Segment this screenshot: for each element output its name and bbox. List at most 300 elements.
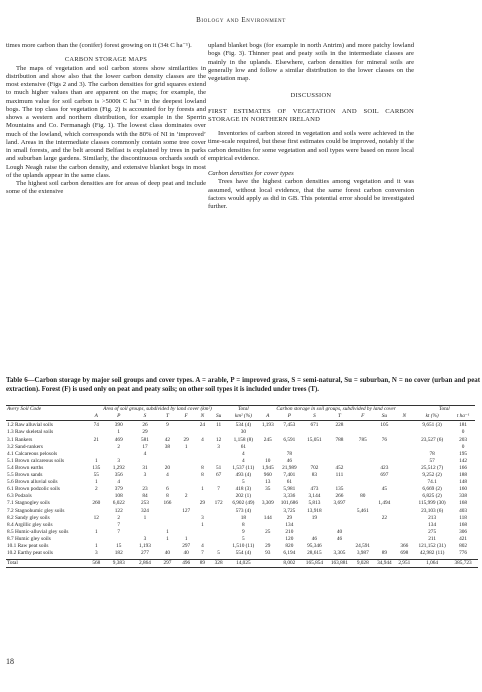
table-cell: 40 <box>336 528 343 535</box>
table-cell <box>259 522 277 529</box>
subheader-cell: Su <box>209 413 228 421</box>
table-cell <box>196 529 210 536</box>
table-cell: 121,152 (31) <box>418 542 446 549</box>
table-cell: 554 (4) <box>235 550 252 557</box>
table-cell <box>352 458 374 465</box>
table-cell: 30 <box>240 429 246 436</box>
table-row <box>6 543 478 550</box>
table-cell: 105 <box>380 422 389 429</box>
table-cell: 788 <box>335 436 344 443</box>
table-cell: 13 <box>265 479 271 486</box>
table-cell: 6,669 (2) <box>422 486 442 493</box>
table-cell <box>395 429 413 436</box>
soil-name-cell: 10.2 Earthy peat soils <box>7 550 53 557</box>
table-cell <box>395 451 413 458</box>
table-cell: 702 <box>310 464 319 471</box>
table-cell <box>209 458 228 465</box>
table-cell: 120 <box>285 535 294 542</box>
table-cell: 1 <box>166 528 169 535</box>
right-paragraph-2: Inventories of carbon stored in vegetation and soils were achieved in the time-scale required, but these first estimates could be improved, notably if the carbon densities for some vegetation and soil types were based on more local empirical evidence. <box>208 130 414 162</box>
table-cell: 182 <box>114 550 123 557</box>
table-cell: 423 <box>380 464 389 471</box>
table-cell: 181 <box>459 422 468 429</box>
soil-name-cell: 8.5 Humic-alluvial gley soils <box>7 528 69 535</box>
table-cell <box>177 472 196 479</box>
page-number: 18 <box>6 657 14 666</box>
table-cell: 35 <box>265 486 271 493</box>
table-row <box>6 536 478 543</box>
total-cell: 385,723 <box>451 559 475 567</box>
table-cell: 108 <box>114 493 123 500</box>
soil-name-cell: 5.1 Brown calcareous soils <box>7 457 65 464</box>
table-cell <box>177 451 196 458</box>
table-cell: 8 <box>201 472 204 479</box>
table-cell: 18 <box>240 514 246 521</box>
table-cell <box>132 458 158 465</box>
table-cell: 40 <box>164 550 171 557</box>
table-cell <box>327 429 352 436</box>
table-cell: 2 <box>117 443 121 450</box>
table-cell: 960 <box>263 472 272 479</box>
table-cell: 40 <box>183 550 189 557</box>
table-cell: 19 <box>311 514 318 521</box>
table-cell <box>209 429 228 436</box>
soil-name-cell: 1.2 Raw alluvial soils <box>7 422 53 429</box>
table-cell: 1,537 (11) <box>232 464 255 471</box>
table-subheader-row <box>6 413 478 421</box>
table-cell: 23 <box>142 486 148 493</box>
header-total-2: Total <box>413 406 475 413</box>
table-cell: 403 <box>459 507 468 514</box>
table-cell: 1,193 <box>139 542 151 549</box>
table-cell: 5,813 <box>308 500 321 507</box>
total-cell: 496 <box>177 559 196 567</box>
table-cell: 1 <box>117 429 121 436</box>
table-cell: 260 <box>92 500 101 507</box>
table-cell: 698 <box>400 550 409 557</box>
table-cell <box>352 429 374 436</box>
soil-name-cell: 3.1 Rankers <box>7 436 33 443</box>
table-cell: 3 <box>143 472 147 479</box>
total-cell: 8,002 <box>277 559 302 567</box>
table-cell: 12 <box>93 514 99 521</box>
table-cell: 1 <box>184 443 188 450</box>
table-cell: 10 <box>265 457 271 464</box>
subheader-cell: km² (%) <box>228 413 259 421</box>
table-cell: 5 <box>242 535 245 542</box>
table-caption: Table 6—Carbon storage by major soil groups and cover types. A = arable, P = improved grass, S = semi-natural, Su = suburban, N = no cover (urban and peat extraction). Forest (F) is used only on peat and peaty soils; on other soil types it is included under trees (T). <box>6 377 480 393</box>
table-cell: 29 <box>142 429 148 436</box>
table-cell: 61 <box>286 479 293 486</box>
table-cell <box>374 522 396 529</box>
soil-name-cell: 4.1 Calcareous pelosols <box>7 450 58 457</box>
soil-name-cell: 8.2 Sandy gley soils <box>7 514 50 521</box>
table-cell <box>158 479 177 486</box>
table-cell: 306 <box>459 528 468 535</box>
table-cell: 3,305 <box>333 550 346 557</box>
table-cell: 266 <box>335 493 344 500</box>
subheader-cell: A <box>87 413 106 421</box>
table-cell: 168 <box>459 500 468 507</box>
table-cell: 1,158 (8) <box>233 436 254 443</box>
table-cell <box>177 500 196 507</box>
table-cell <box>106 536 132 543</box>
table-cell: 6 <box>166 486 169 493</box>
table-cell <box>374 493 396 500</box>
table-cell <box>374 458 396 465</box>
table-cell <box>196 444 210 451</box>
table-cell: 8 <box>166 493 169 500</box>
table-cell <box>395 508 413 515</box>
table-cell: 245 <box>263 436 272 443</box>
subheader-cell: kt (%) <box>413 413 450 421</box>
table-cell: 3 <box>94 550 98 557</box>
table-row <box>6 500 478 507</box>
table-cell <box>352 515 374 522</box>
table-cell <box>395 493 413 500</box>
table-cell <box>395 536 413 543</box>
table-cell <box>327 458 352 465</box>
left-paragraph-1: times more carbon than the (conifer) forest growing on it (34t C ha⁻¹). <box>6 42 192 49</box>
table-cell <box>209 515 228 522</box>
table-cell: 89 <box>381 550 388 557</box>
table-cell: 78 <box>286 450 293 457</box>
table-cell <box>277 444 302 451</box>
table-cell: 1 <box>94 528 98 535</box>
table-cell <box>395 515 413 522</box>
table-cell: 101,686 <box>280 500 298 507</box>
table-cell <box>327 444 352 451</box>
table-cell: 9,651 (3) <box>422 422 442 429</box>
table-cell <box>158 522 177 529</box>
table-group-header-row <box>6 406 478 413</box>
table-cell: 25 <box>265 528 271 535</box>
soil-name-cell: 7.1 Stagnogley soils <box>7 500 50 507</box>
table-cell <box>302 451 327 458</box>
table-cell <box>395 437 413 444</box>
table-cell <box>374 536 396 543</box>
table-cell: 1 <box>201 521 204 528</box>
total-cell: 165,854 <box>302 559 327 567</box>
table-cell <box>196 451 210 458</box>
table-cell: 115,999 (30) <box>418 500 446 507</box>
table-cell: 9 <box>166 422 169 429</box>
table-cell: 1 <box>143 514 147 521</box>
table-cell <box>352 451 374 458</box>
table-cell: 6,022 <box>112 500 125 507</box>
right-paragraph-1: upland blanket bogs (for example in north Antrim) and more patchy lowland bogs (Fig. 3). Thinner peat and peaty soils in the intermediate classes are mainly in the uplands. Elsewhere, carbon densities for mineral soils are generally low and follow a similar distribution to the lower classes on the vegetation map. <box>208 42 414 82</box>
table-cell: 573 (4) <box>235 507 252 514</box>
total-cell: 2,951 <box>395 559 413 567</box>
table-cell: 7 <box>117 528 121 535</box>
table-cell <box>374 543 396 550</box>
table-cell <box>196 536 210 543</box>
left-paragraph-3: The highest soil carbon densities are for areas of deep peat and include some of the extensive <box>6 180 206 196</box>
table-cell <box>302 429 327 436</box>
table-cell: 9,252 (2) <box>422 472 442 479</box>
table-cell <box>177 465 196 472</box>
total-cell: 34,944 <box>374 559 396 567</box>
table-cell <box>413 444 450 451</box>
table-cell: 418 (3) <box>235 486 252 493</box>
table-cell <box>352 500 374 507</box>
subheader-cell: Su <box>374 413 396 421</box>
table-cell: 210 <box>285 528 294 535</box>
table-cell <box>352 479 374 486</box>
table-cell: 7 <box>217 486 220 493</box>
table-cell <box>106 451 132 458</box>
table-row <box>6 422 478 429</box>
table-cell: 4 <box>143 450 147 457</box>
table-cell <box>352 536 374 543</box>
table-cell: 390 <box>114 422 123 429</box>
table-cell: 135 <box>335 486 344 493</box>
table-cell <box>177 515 196 522</box>
table-cell: 42,982 (11) <box>419 550 445 557</box>
table-cell <box>327 479 352 486</box>
table-cell: 7,401 <box>283 472 296 479</box>
table-cell: 74.1 <box>427 479 437 486</box>
table-cell: 4 <box>242 457 245 464</box>
soil-name-cell: 5.5 Brown sands <box>7 472 43 479</box>
total-cell: 14,025 <box>228 559 259 567</box>
subheader-cell: T <box>327 413 352 421</box>
soil-name-cell: 7.2 Stagnohumic gley soils <box>7 507 65 514</box>
table-cell <box>374 508 396 515</box>
table-cell <box>352 472 374 479</box>
table-cell: 74 <box>93 422 99 429</box>
table-cell <box>395 422 413 429</box>
table-cell: 15 <box>116 542 122 549</box>
table-cell: 1 <box>184 535 188 542</box>
header-carbon: Carbon storage in soil groups, subdivided by land cover <box>259 406 414 413</box>
table-cell: 473 <box>310 486 319 493</box>
table-cell <box>132 529 158 536</box>
table-cell <box>302 479 327 486</box>
table-cell: 1,945 <box>261 464 274 471</box>
table-cell: 111 <box>335 472 344 479</box>
table-cell <box>158 543 177 550</box>
subsection-heading-first-estimates: FIRST ESTIMATES OF VEGETATION AND SOIL CARBON STORAGE IN NORTHERN IRELAND <box>208 107 414 123</box>
table-cell: 26 <box>142 422 148 429</box>
total-cell: 9,028 <box>352 559 374 567</box>
table-cell: 0 <box>461 429 465 436</box>
subheader-cell: F <box>177 413 196 421</box>
table-cell: 5,981 <box>283 486 296 493</box>
table-cell: 1,494 <box>378 500 391 507</box>
table-row <box>6 550 478 557</box>
header-total: Total <box>228 406 259 413</box>
table-cell <box>327 508 352 515</box>
table-cell: 29 <box>199 500 206 507</box>
table-cell <box>196 458 210 465</box>
table-cell: 7 <box>117 521 121 528</box>
table-cell: 134 <box>285 521 294 528</box>
table-cell: 118 <box>459 514 467 521</box>
table-cell: 356 <box>114 472 123 479</box>
table-cell: 802 <box>459 542 468 549</box>
table-cell: 55 <box>93 472 99 479</box>
table-cell: 29 <box>286 514 293 521</box>
table-cell: 22 <box>381 514 388 521</box>
table-cell: 78 <box>429 450 435 457</box>
table-cell <box>327 515 352 522</box>
table-cell <box>196 508 210 515</box>
table-cell <box>374 429 396 436</box>
table-row <box>6 515 478 522</box>
table-cell: 1 <box>201 486 204 493</box>
table-cell <box>259 493 277 500</box>
table-cell <box>352 486 374 493</box>
table-cell <box>177 429 196 436</box>
table-cell: 38 <box>164 443 171 450</box>
total-cell: 568 <box>87 559 106 567</box>
table-row <box>6 437 478 444</box>
table-cell: 1 <box>94 542 98 549</box>
total-cell: 9,383 <box>106 559 132 567</box>
table-cell <box>87 429 106 436</box>
table-row <box>6 508 478 515</box>
table-cell: 1 <box>94 457 98 464</box>
table-cell <box>352 522 374 529</box>
table-cell: 142 <box>459 457 468 464</box>
table-cell: 3 <box>117 457 121 464</box>
table-cell <box>209 493 228 500</box>
table-cell <box>196 479 210 486</box>
table-cell <box>374 529 396 536</box>
table-cell: 421 <box>459 535 468 542</box>
table-cell: 25,512 (7) <box>421 464 444 471</box>
table-cell: 93 <box>265 550 271 557</box>
table-body <box>6 422 478 557</box>
table-cell <box>352 444 374 451</box>
table-cell: 3 <box>201 514 204 521</box>
subheader-cell: P <box>106 413 132 421</box>
table-cell: 42 <box>164 436 171 443</box>
table-cell: 20 <box>164 464 171 471</box>
table-cell <box>177 479 196 486</box>
table-cell: 80 <box>360 493 366 500</box>
table-cell: 8 <box>242 521 245 528</box>
table-cell: 95,346 <box>307 542 322 549</box>
table-cell <box>413 429 450 436</box>
table-cell: 277 <box>140 550 149 557</box>
table-row <box>6 522 478 529</box>
table-cell <box>259 508 277 515</box>
total-cell <box>475 559 478 567</box>
table-cell: 3,144 <box>308 493 321 500</box>
table-cell <box>259 444 277 451</box>
table-cell: 697 <box>380 472 389 479</box>
table-cell: 4 <box>166 472 169 479</box>
table-cell: 202 (1) <box>235 493 252 500</box>
soil-carbon-table <box>6 405 478 568</box>
table-cell: 324 <box>140 507 149 514</box>
subheader-cell: T <box>158 413 177 421</box>
table-cell: 213 <box>428 514 437 521</box>
table-cell: 29 <box>265 542 271 549</box>
table-cell <box>158 458 177 465</box>
table-cell: 493 (4) <box>235 472 252 479</box>
table-cell: 1,193 <box>261 422 274 429</box>
table-cell: 13,918 <box>307 507 322 514</box>
total-cell: 297 <box>158 559 177 567</box>
table-cell <box>209 451 228 458</box>
total-cell <box>259 559 277 567</box>
table-cell <box>209 508 228 515</box>
table-cell <box>395 444 413 451</box>
table-cell: 166 <box>459 464 468 471</box>
table-cell: 21,989 <box>282 464 297 471</box>
soil-name-cell: 6.1 Brown podzolic soils <box>7 486 60 493</box>
table-cell: 51 <box>215 464 222 471</box>
table-cell: 61 <box>240 443 246 450</box>
table-cell: 820 <box>285 542 294 549</box>
table-cell <box>327 451 352 458</box>
table-cell: 275 <box>428 528 437 535</box>
table-cell: 46 <box>286 457 293 464</box>
table-total-row <box>6 559 478 567</box>
running-head: Biology and Environment <box>196 16 286 24</box>
table-cell: 4 <box>201 542 204 549</box>
table-cell: 127 <box>182 507 191 514</box>
table-cell: 6,194 <box>283 550 296 557</box>
section-heading-carbon-maps: CARBON STORAGE MAPS <box>64 56 148 64</box>
table-cell: 17 <box>142 443 148 450</box>
table-cell: 134 <box>428 521 437 528</box>
total-cell: 89 <box>196 559 210 567</box>
table-cell <box>302 458 327 465</box>
table-cell: 1 <box>94 479 98 486</box>
table-cell <box>395 522 413 529</box>
table-cell: 7,453 <box>283 422 296 429</box>
table-cell: 581 <box>140 436 149 443</box>
table-cell: 11 <box>216 422 222 429</box>
table-cell <box>395 472 413 479</box>
table-cell <box>177 458 196 465</box>
table-cell <box>209 479 228 486</box>
table-cell <box>87 444 106 451</box>
table-cell <box>209 522 228 529</box>
table-cell <box>395 479 413 486</box>
table-cell: 76 <box>381 436 388 443</box>
table-cell: 297 <box>182 542 191 549</box>
subheader-cell: N <box>395 413 413 421</box>
table-cell <box>87 493 106 500</box>
table-cell <box>327 543 352 550</box>
table-cell: 15,051 <box>307 436 322 443</box>
table-row <box>6 444 478 451</box>
table-cell: 31 <box>142 464 148 471</box>
table-cell: 4 <box>201 436 204 443</box>
table-cell <box>302 444 327 451</box>
table-cell: 166 <box>163 500 172 507</box>
table-cell: 24,591 <box>355 542 371 549</box>
table-cell: 0 <box>461 443 465 450</box>
table-cell <box>196 493 210 500</box>
table-cell <box>158 508 177 515</box>
italic-heading-carbon-densities: Carbon densities for cover types <box>208 170 294 177</box>
table-row <box>6 458 478 465</box>
subheader-cell: t ha⁻¹ <box>451 413 475 421</box>
total-cell: 1,064 <box>413 559 450 567</box>
total-cell: 328 <box>209 559 228 567</box>
table-cell: 83 <box>311 472 318 479</box>
table-cell <box>158 515 177 522</box>
table-row <box>6 429 478 436</box>
table-cell: 46 <box>336 535 343 542</box>
subheader-blank <box>6 413 87 421</box>
